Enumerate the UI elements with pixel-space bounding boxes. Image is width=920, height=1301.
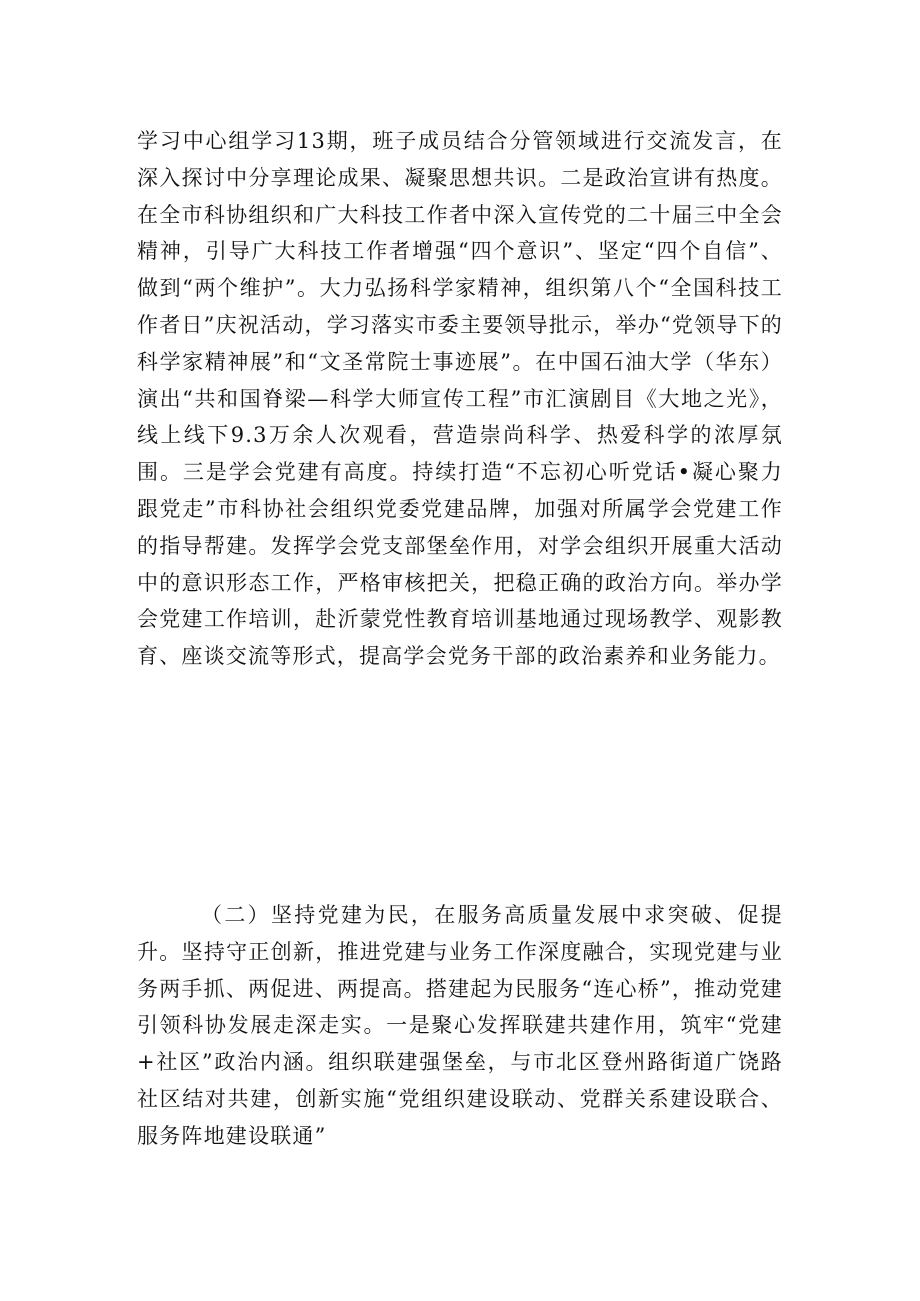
- paragraph-2: （二）坚持党建为民，在服务高质量发展中求突破、促提升。坚持守正创新，推进党建与业务工作深度融合，实现党建与业务两手抓、两促进、两提高。搭建起为民服务“连心桥”，推动党建引领科协发展走深走实。一是聚心发挥联建共建作用，筑牢“党建+社区”政治内涵。组织联建强堡垒，与市北区登州路街道广饶路社区结对共建，创新实施“党组织建设联动、党群关系建设联合、服务阵地建设联通”: [137, 903, 783, 1148]
- paragraph-1: 学习中心组学习13期，班子成员结合分管领域进行交流发言，在深入探讨中分享理论成果、凝聚思想共识。二是政治宣讲有热度。在全市科协组织和广大科技工作者中深入宣传党的二十届三中全会精神，引导广大科技工作者增强“四个意识”、坚定“四个自信”、做到“两个维护”。大力弘扬科学家精神，组织第八个“全国科技工作者日”庆祝活动，学习落实市委主要领导批示，举办“党领导下的科学家精神展”和“文圣常院士事迹展”。在中国石油大学（华东）演出“共和国脊梁—科学大师宣传工程”市汇演剧目《大地之光》，线上线下9.3万余人次观看，营造崇尚科学、热爱科学的浓厚氛围。三是学会党建有高度。持续打造“不忘初心听党话•凝心聚力跟党走”市科协社会组织党委党建品牌，加强对所属学会党建工作的指导帮建。发挥学会党支部堡垒作用，对学会组织开展重大活动中的意识形态工作，严格审核把关，把稳正确的政治方向。举办学会党建工作培训，赴沂蒙党性教育培训基地通过现场教学、观影教育、座谈交流等形式，提高学会党务干部的政治素养和业务能力。: [137, 129, 783, 669]
